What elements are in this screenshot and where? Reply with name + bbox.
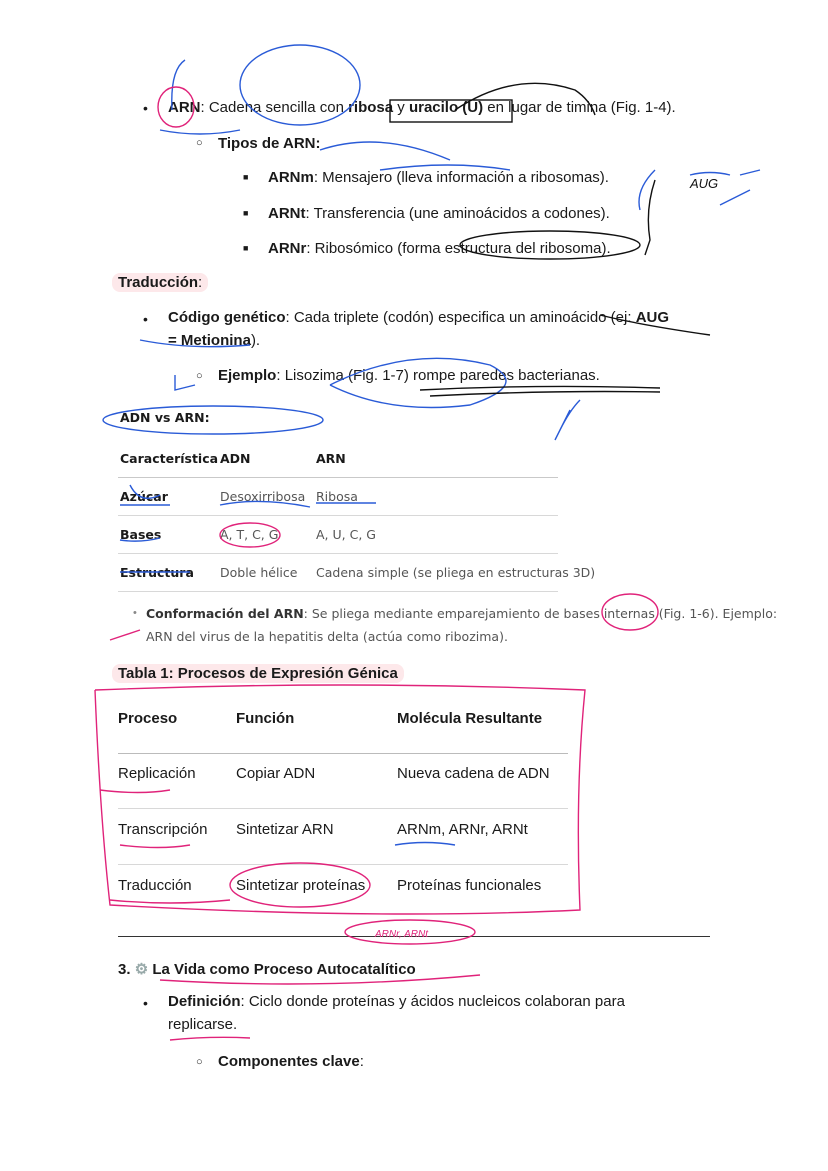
svg-text:ARNr, ARNt: ARNr, ARNt <box>375 929 428 940</box>
table-cell: Estructura <box>120 565 194 580</box>
table-cell: Azúcar <box>120 489 168 504</box>
ejemplo: Ejemplo: Lisozima (Fig. 1-7) rompe paredes bacterianas. <box>218 367 600 384</box>
codigo-genetico: Código genético: Cada triplete (codón) especifica un aminoácido (ej: AUG <box>168 309 670 326</box>
table-cell: Nueva cadena de ADN <box>397 765 550 782</box>
componentes-clave: Componentes clave: <box>218 1053 364 1070</box>
definicion-cont: replicarse. <box>168 1016 238 1033</box>
tabla1-title: Tabla 1: Procesos de Expresión Génica <box>112 665 404 682</box>
codigo-genetico-cont: = Metionina). <box>168 332 261 349</box>
table-cell: Proteínas funcionales <box>397 877 542 894</box>
bullet: • <box>143 100 148 116</box>
tipos-heading: Tipos de ARN: <box>218 135 321 152</box>
conformacion-cont: ARN del virus de la hepatitis delta (actúa como ribozima). <box>146 629 508 644</box>
table-header: ADN <box>220 451 251 466</box>
table-cell: Sintetizar ARN <box>236 821 334 838</box>
table-cell: Doble hélice <box>220 565 298 580</box>
bullet: ○ <box>196 137 203 149</box>
table-header: Característica <box>120 451 219 466</box>
bullet: ○ <box>196 1056 203 1068</box>
bullet: ■ <box>243 172 249 182</box>
table-cell: Bases <box>120 527 162 542</box>
table-header: Molécula Resultante <box>397 710 543 727</box>
definicion: Definición: Ciclo donde proteínas y ácidos nucleicos colaboran para <box>168 993 625 1010</box>
conformacion: Conformación del ARN: Se pliega mediante emparejamiento de bases internas (Fig. 1-6). Ejemplo: <box>146 606 778 621</box>
arn-definition: ARN: Cadena sencilla con ribosa y uracilo (U) en lugar de timina (Fig. 1-4). <box>168 99 676 116</box>
type-arnm: ARNm: Mensajero (lleva información a ribosomas). <box>268 169 609 186</box>
table-header: ARN <box>316 451 346 466</box>
bullet: • <box>133 607 137 619</box>
svg-text:AUG: AUG <box>690 176 719 191</box>
bullet: ○ <box>196 370 203 382</box>
bullet: ■ <box>243 243 249 253</box>
type-arnt: ARNt: Transferencia (une aminoácidos a codones). <box>268 205 610 222</box>
table-cell: A, T, C, G <box>220 527 279 542</box>
table-cell: Ribosa <box>316 489 358 504</box>
traduccion-heading: Traducción: <box>112 274 208 291</box>
type-arnr: ARNr: Ribosómico (forma estructura del ribosoma). <box>268 240 611 257</box>
table-header: Proceso <box>118 710 178 727</box>
table-cell: Replicación <box>118 765 196 782</box>
table-cell: Traducción <box>118 877 192 894</box>
table-header: Función <box>236 710 295 727</box>
table-cell: Cadena simple (se pliega en estructuras 3D) <box>316 565 596 580</box>
table-cell: Sintetizar proteínas <box>236 877 366 894</box>
adn-vs-arn-title: ADN vs ARN: <box>120 410 210 425</box>
table-cell: Desoxirribosa <box>220 489 306 504</box>
gear-icon: ⚙ <box>134 961 149 978</box>
table-cell: Transcripción <box>118 821 208 838</box>
table-cell: Copiar ADN <box>236 765 316 782</box>
bullet: • <box>143 311 148 327</box>
table-cell: ARNm, ARNr, ARNt <box>397 821 528 838</box>
table-cell: A, U, C, G <box>316 527 376 542</box>
section3-heading: 3. ⚙ La Vida como Proceso Autocatalítico <box>118 961 416 978</box>
bullet: • <box>143 995 148 1011</box>
bullet: ■ <box>243 208 249 218</box>
